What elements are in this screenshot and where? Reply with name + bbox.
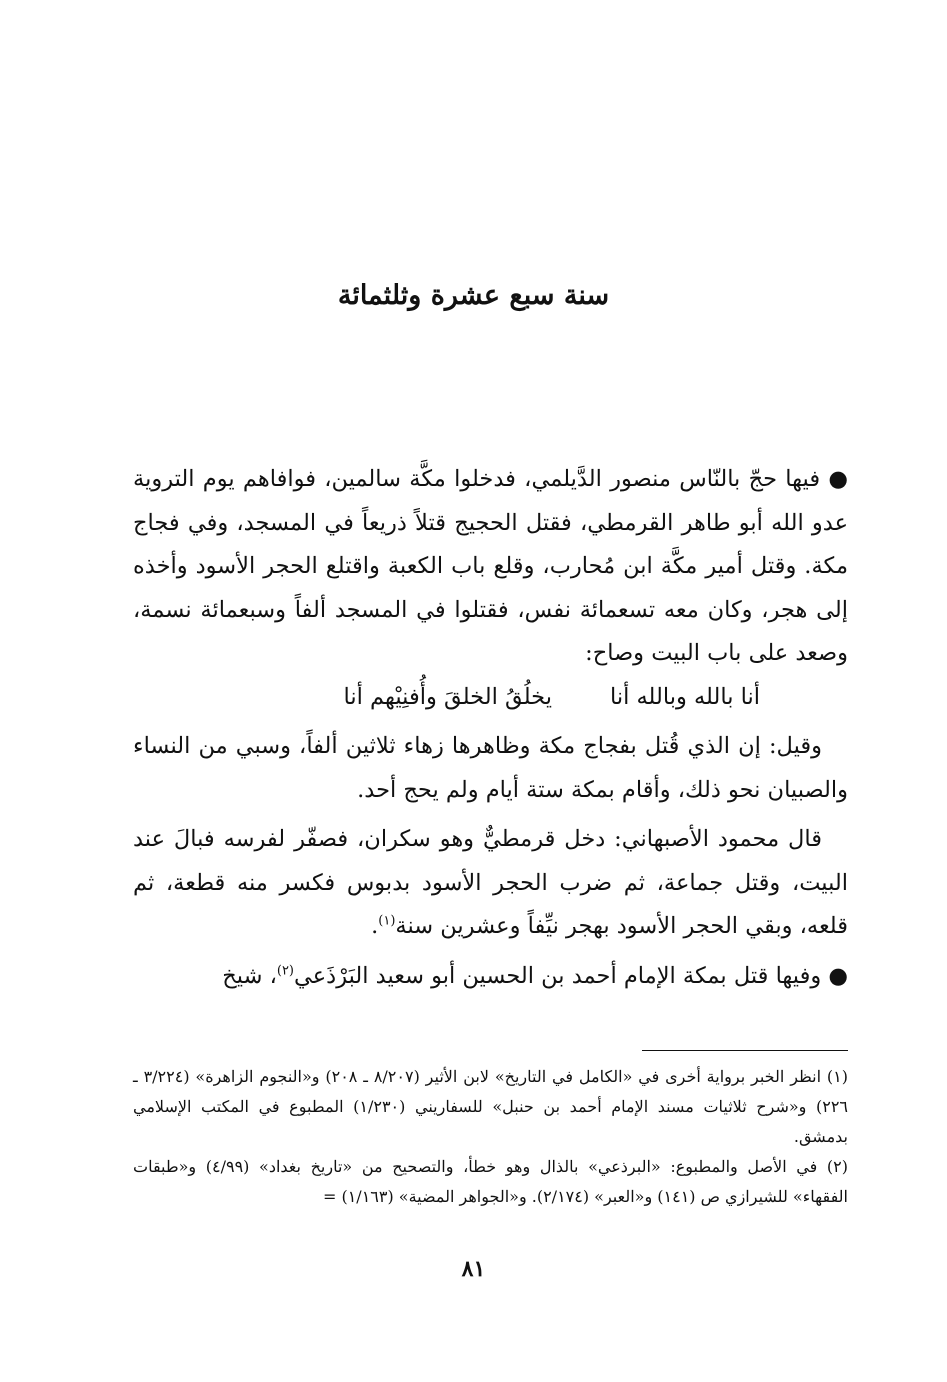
footnote-divider	[642, 1050, 848, 1051]
paragraph-black-stone	[133, 818, 848, 949]
footnotes	[133, 1062, 848, 1212]
paragraph-black-stone-text: قال محمود الأصبهاني: دخل قرمطيٌّ وهو سكران، فصفّر لفرسه فبالَ عند البيت، وقتل جماعة، ثم ضرب الحجر الأسود بدبوس فكسر منه قطعة، ثم قلعه، وبقي الحجر الأسود بهجر نيِّفاً وعشرين سنة	[133, 826, 848, 939]
verse-second-hemistich: يخلُقُ الخلقَ وأُفنِيْهم أنا	[343, 683, 552, 710]
footnote-ref-1: (١)	[378, 913, 396, 929]
page-title: سنة سبع عشرة وثلثمائة	[337, 280, 610, 311]
paragraph-hajj-attack: ● فيها حجّ بالنّاس منصور الدَّيلمي، فدخلوا مكَّة سالمين، فوافاهم يوم التروية عدو الله أبو طاهر القرمطي، فقتل الحجيج قتلاً ذريعاً في المسجد، وفي فجاج مكة. وقتل أمير مكَّة ابن مُحارب، وقلع باب الكعبة واقتلع الحجر الأسود وأخذه إلى هجر، وكان معه تسعمائة نفس، فقتلوا في المسجد ألفاً وسبعمائة نسمة، وصعد على باب البيت وصاح:	[133, 466, 848, 666]
paragraph-bardhai-end: ، شيخ	[222, 962, 277, 989]
paragraph-bardhai-text: ● وفيها قتل بمكة الإمام أحمد بن الحسين أبو سعيد البَرْذَعي	[294, 962, 848, 989]
footnote-ref-2: (٢)	[276, 963, 294, 978]
poem-verse	[133, 676, 848, 720]
page-number: ٨١	[461, 1256, 486, 1282]
paragraph-casualties: وقيل: إن الذي قُتل بفجاج مكة وظاهرها زهاء ثلاثين ألفاً، وسبي من النساء والصبيان نحو ذلك، وأقام بمكة ستة أيام ولم يحج أحد.	[133, 733, 848, 803]
paragraph-bardhai	[133, 955, 848, 999]
main-text	[133, 458, 848, 998]
paragraph-black-stone-end: .	[371, 913, 379, 939]
verse-first-hemistich: أنا بالله وبالله أنا	[609, 683, 760, 710]
footnote-2: (٢) في الأصل والمطبوع: «البرذعي» بالذال وهو خطأ، والتصحيح من «تاريخ بغداد» (٤/٩٩) و«طبقات الفقهاء» للشيرازي ص (١٤١) و«العبر» (٢/١٧٤). و«الجواهر المضية» (١/١٦٣) =	[133, 1157, 849, 1206]
footnote-1: (١) انظر الخبر برواية أخرى في «الكامل في التاريخ» لابن الأثير (٨/٢٠٧ ـ ٢٠٨) و«النجوم الزاهرة» (٣/٢٢٤ ـ ٢٢٦) و«شرح ثلاثيات مسند الإمام أحمد بن حنبل» للسفاريني (١/٢٣٠) المطبوع في المكتب الإسلامي بدمشق.	[133, 1067, 849, 1146]
